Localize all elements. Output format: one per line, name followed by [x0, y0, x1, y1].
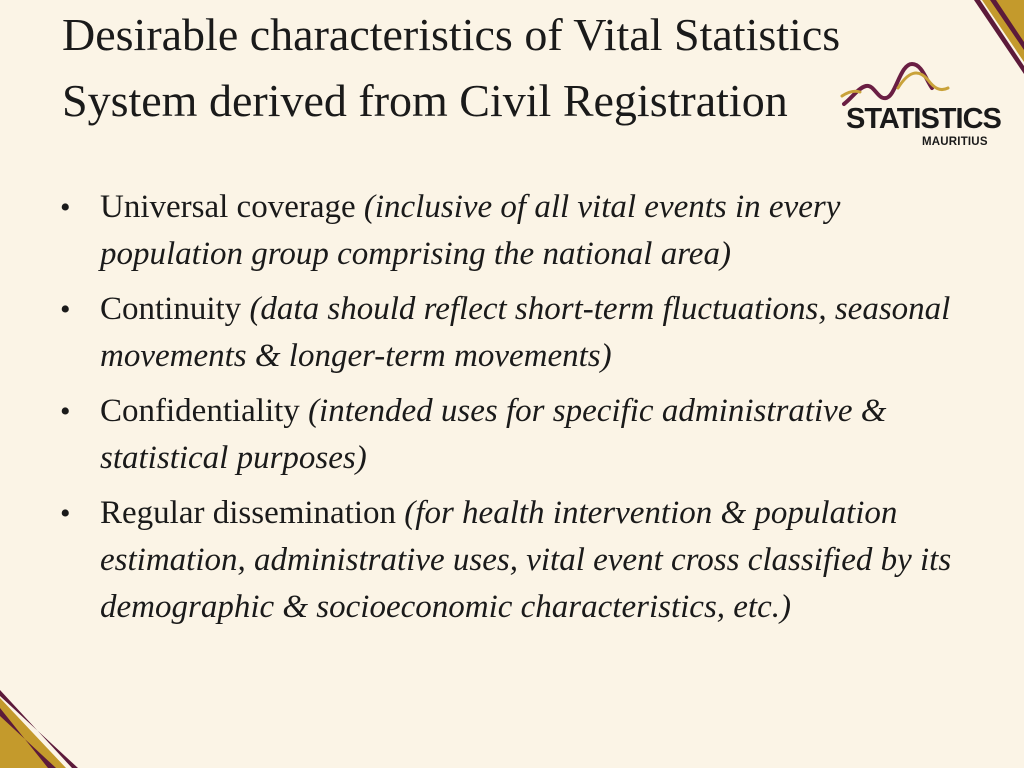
bullet-item: [60, 388, 960, 482]
bullet-dot: •: [60, 395, 71, 428]
bullet-item: [60, 286, 960, 380]
bullet-detail: (inclusive of all vital events in every population group comprising the national area): [100, 189, 841, 272]
bullet-detail: (data should reflect short-term fluctuations, seasonal movements & longer-term movements): [100, 291, 951, 374]
bullet-dot: •: [60, 497, 71, 530]
bullet-lead: Confidentiality: [100, 393, 300, 429]
logo-subtitle: MAURITIUS: [922, 136, 988, 148]
bullet-lead: Continuity: [100, 291, 242, 327]
bullet-dot: •: [60, 293, 71, 326]
bullet-dot: •: [60, 191, 71, 224]
statistics-mauritius-logo: [838, 58, 1008, 158]
bullet-item: [60, 490, 960, 631]
slide-title: Desirable characteristics of Vital Statistics System derived from Civil Registration: [62, 9, 841, 126]
bullet-detail: (for health intervention & population estimation, administrative uses, vital event cross classified by its demographic & socioeconomic characteristics, etc.): [100, 495, 952, 625]
bullet-lead: Universal coverage: [100, 189, 356, 225]
bullet-detail: (intended uses for specific administrative & statistical purposes): [100, 393, 887, 476]
logo-wordmark: STATISTICS: [846, 103, 1001, 135]
bullet-list: [60, 184, 960, 639]
bullet-item: [60, 184, 960, 278]
corner-decoration-bottom-left: [0, 668, 95, 768]
bullet-lead: Regular dissemination: [100, 495, 397, 531]
